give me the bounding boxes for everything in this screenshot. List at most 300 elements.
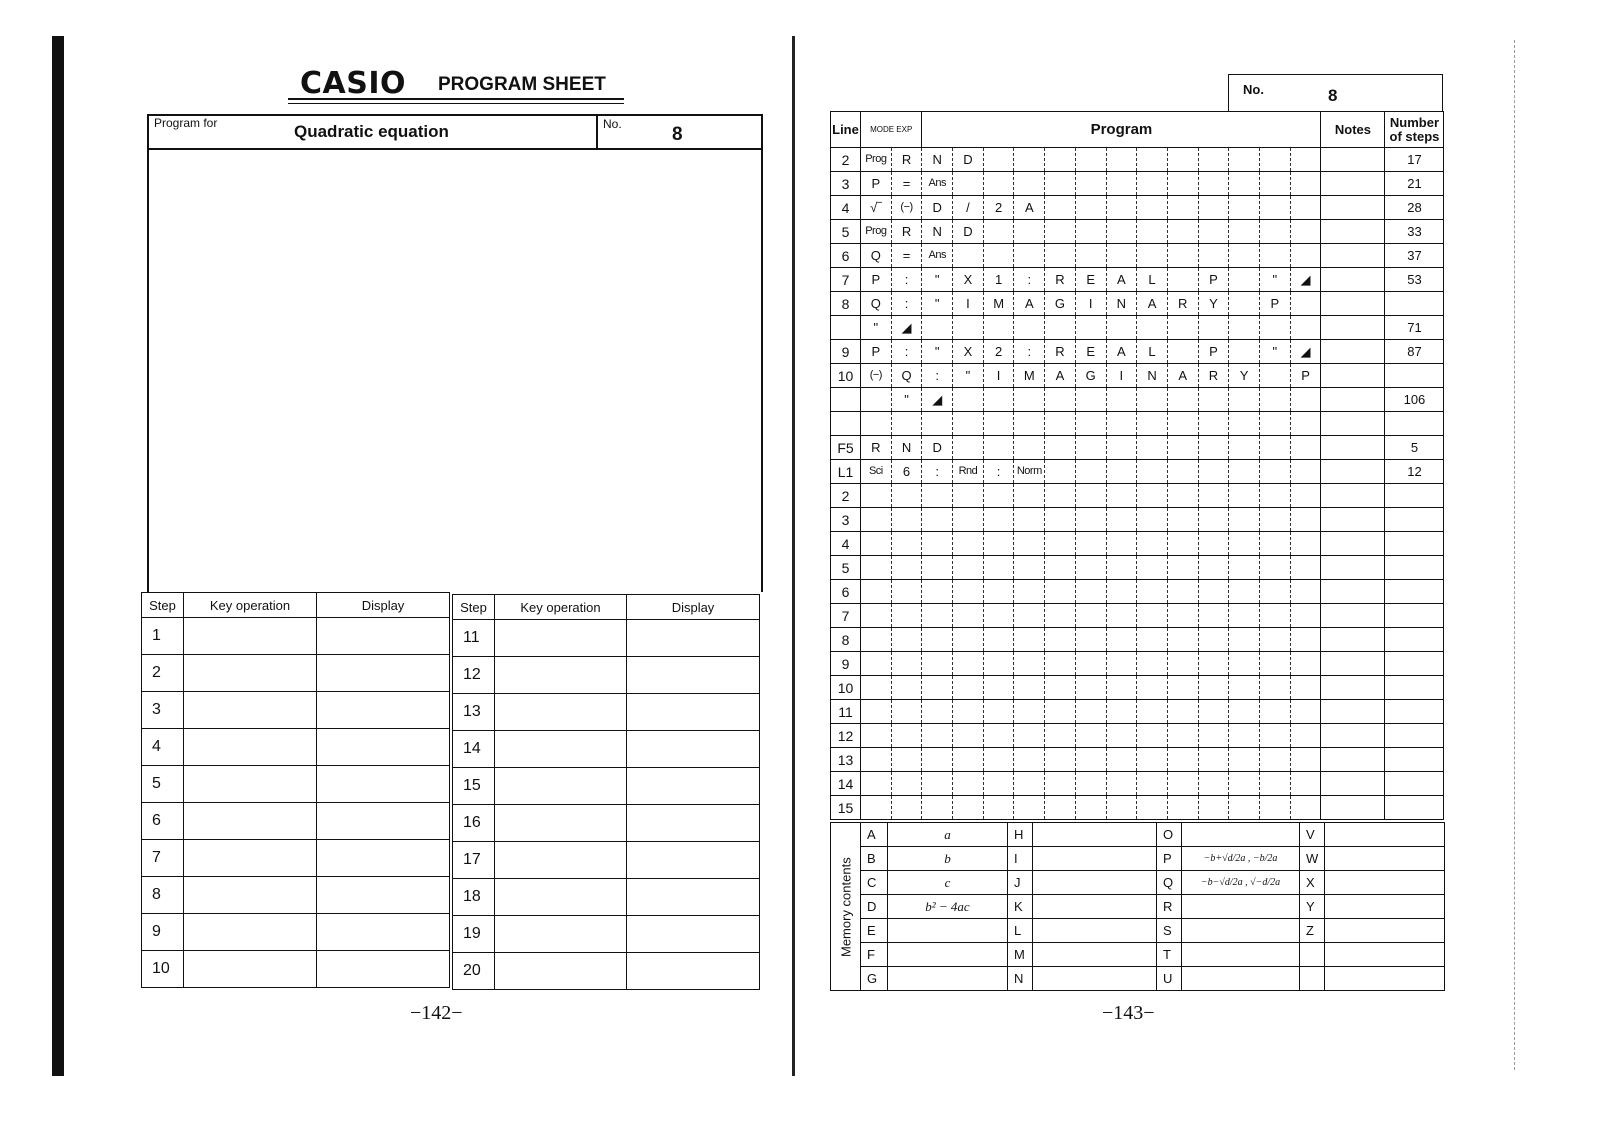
- program-cell[interactable]: [1075, 220, 1106, 244]
- program-cell[interactable]: [1014, 580, 1045, 604]
- key-operation-cell[interactable]: [184, 840, 317, 877]
- program-cell[interactable]: [1198, 172, 1229, 196]
- program-cell[interactable]: :: [1014, 268, 1045, 292]
- program-cell[interactable]: [1259, 388, 1290, 412]
- program-cell[interactable]: D: [953, 220, 984, 244]
- program-cell[interactable]: [1137, 580, 1168, 604]
- program-cell[interactable]: [1229, 604, 1260, 628]
- program-cell[interactable]: A: [1045, 364, 1076, 388]
- program-cell[interactable]: L: [1137, 340, 1168, 364]
- program-cell[interactable]: [1259, 628, 1290, 652]
- program-cell[interactable]: [1198, 796, 1229, 820]
- key-operation-cell[interactable]: [184, 877, 317, 914]
- program-cell[interactable]: [1106, 388, 1137, 412]
- program-cell[interactable]: =: [891, 172, 922, 196]
- program-cell[interactable]: [1106, 172, 1137, 196]
- program-cell[interactable]: [1167, 652, 1198, 676]
- program-cell[interactable]: [1045, 652, 1076, 676]
- program-cell[interactable]: [953, 604, 984, 628]
- program-cell[interactable]: [861, 412, 892, 436]
- notes-cell[interactable]: [1321, 196, 1385, 220]
- program-cell[interactable]: [922, 748, 953, 772]
- key-operation-cell[interactable]: [184, 655, 317, 692]
- program-cell[interactable]: [1014, 412, 1045, 436]
- program-cell[interactable]: [861, 676, 892, 700]
- display-cell[interactable]: [317, 766, 450, 803]
- program-cell[interactable]: [1229, 724, 1260, 748]
- program-cell[interactable]: [1290, 244, 1321, 268]
- notes-cell[interactable]: [1321, 796, 1385, 820]
- notes-cell[interactable]: [1321, 436, 1385, 460]
- memory-value[interactable]: −b+√d/2a , −b/2a: [1182, 847, 1300, 871]
- program-cell[interactable]: [1198, 148, 1229, 172]
- program-cell[interactable]: Y: [1198, 292, 1229, 316]
- program-cell[interactable]: [1075, 700, 1106, 724]
- program-cell[interactable]: [891, 556, 922, 580]
- program-cell[interactable]: R: [891, 220, 922, 244]
- notes-cell[interactable]: [1321, 652, 1385, 676]
- notes-cell[interactable]: [1321, 148, 1385, 172]
- program-cell[interactable]: [983, 316, 1014, 340]
- program-cell[interactable]: [1137, 628, 1168, 652]
- program-cell[interactable]: [1167, 436, 1198, 460]
- memory-value[interactable]: [1033, 847, 1157, 871]
- notes-cell[interactable]: [1321, 580, 1385, 604]
- program-cell[interactable]: [1106, 700, 1137, 724]
- program-cell[interactable]: [1106, 532, 1137, 556]
- program-cell[interactable]: [1106, 604, 1137, 628]
- notes-cell[interactable]: [1321, 292, 1385, 316]
- memory-value[interactable]: [888, 967, 1008, 991]
- program-cell[interactable]: [1106, 652, 1137, 676]
- program-cell[interactable]: [1229, 268, 1260, 292]
- program-cell[interactable]: G: [1075, 364, 1106, 388]
- program-cell[interactable]: [1045, 580, 1076, 604]
- program-cell[interactable]: [922, 604, 953, 628]
- program-cell[interactable]: [1229, 772, 1260, 796]
- program-cell[interactable]: [1045, 724, 1076, 748]
- program-cell[interactable]: [1075, 628, 1106, 652]
- program-cell[interactable]: [861, 724, 892, 748]
- program-cell[interactable]: [1198, 676, 1229, 700]
- program-cell[interactable]: [1075, 796, 1106, 820]
- program-cell[interactable]: [1290, 148, 1321, 172]
- program-cell[interactable]: [1106, 748, 1137, 772]
- program-cell[interactable]: [953, 244, 984, 268]
- memory-value[interactable]: [1033, 895, 1157, 919]
- key-operation-cell[interactable]: [184, 729, 317, 766]
- program-cell[interactable]: Prog: [861, 148, 892, 172]
- program-cell[interactable]: (−): [861, 364, 892, 388]
- memory-value[interactable]: −b−√d/2a , √−d/2a: [1182, 871, 1300, 895]
- program-cell[interactable]: [1290, 484, 1321, 508]
- program-cell[interactable]: P: [1198, 340, 1229, 364]
- program-cell[interactable]: [1198, 388, 1229, 412]
- program-cell[interactable]: [1229, 148, 1260, 172]
- program-cell[interactable]: P: [861, 172, 892, 196]
- program-cell[interactable]: [1167, 724, 1198, 748]
- memory-value[interactable]: [1325, 895, 1445, 919]
- display-cell[interactable]: [317, 618, 450, 655]
- notes-cell[interactable]: [1321, 412, 1385, 436]
- program-cell[interactable]: [1198, 412, 1229, 436]
- program-cell[interactable]: 2: [983, 196, 1014, 220]
- memory-value[interactable]: [888, 943, 1008, 967]
- program-cell[interactable]: Prog: [861, 220, 892, 244]
- program-cell[interactable]: [1259, 244, 1290, 268]
- program-cell[interactable]: Rnd: [953, 460, 984, 484]
- program-cell[interactable]: [1137, 244, 1168, 268]
- program-cell[interactable]: :: [891, 340, 922, 364]
- program-cell[interactable]: [1106, 460, 1137, 484]
- program-cell[interactable]: [983, 796, 1014, 820]
- program-cell[interactable]: [953, 748, 984, 772]
- display-cell[interactable]: [317, 914, 450, 951]
- program-cell[interactable]: [922, 724, 953, 748]
- program-cell[interactable]: R: [861, 436, 892, 460]
- program-cell[interactable]: [1075, 412, 1106, 436]
- program-cell[interactable]: [1014, 508, 1045, 532]
- program-cell[interactable]: [1290, 628, 1321, 652]
- program-cell[interactable]: [1075, 556, 1106, 580]
- program-cell[interactable]: P: [861, 268, 892, 292]
- program-cell[interactable]: [1229, 652, 1260, 676]
- memory-value[interactable]: a: [888, 823, 1008, 847]
- program-cell[interactable]: [1045, 436, 1076, 460]
- program-cell[interactable]: [1198, 316, 1229, 340]
- program-cell[interactable]: [1014, 484, 1045, 508]
- notes-cell[interactable]: [1321, 748, 1385, 772]
- program-cell[interactable]: [922, 412, 953, 436]
- program-cell[interactable]: :: [922, 460, 953, 484]
- program-cell[interactable]: [1014, 772, 1045, 796]
- program-cell[interactable]: [1290, 772, 1321, 796]
- program-cell[interactable]: [1075, 676, 1106, 700]
- program-cell[interactable]: [1290, 724, 1321, 748]
- key-operation-cell[interactable]: [495, 953, 627, 990]
- program-cell[interactable]: [1229, 412, 1260, 436]
- program-cell[interactable]: [1167, 628, 1198, 652]
- memory-value[interactable]: [1033, 823, 1157, 847]
- program-cell[interactable]: [1229, 460, 1260, 484]
- program-cell[interactable]: [1167, 556, 1198, 580]
- program-cell[interactable]: :: [891, 292, 922, 316]
- display-cell[interactable]: [627, 879, 760, 916]
- notes-cell[interactable]: [1321, 244, 1385, 268]
- memory-value[interactable]: [1182, 919, 1300, 943]
- display-cell[interactable]: [317, 803, 450, 840]
- program-cell[interactable]: Y: [1229, 364, 1260, 388]
- program-cell[interactable]: [1167, 532, 1198, 556]
- program-cell[interactable]: [1045, 508, 1076, 532]
- program-cell[interactable]: [1259, 508, 1290, 532]
- program-cell[interactable]: [953, 556, 984, 580]
- program-cell[interactable]: [1290, 652, 1321, 676]
- program-cell[interactable]: ": [891, 388, 922, 412]
- program-cell[interactable]: [861, 484, 892, 508]
- program-cell[interactable]: [1290, 220, 1321, 244]
- program-cell[interactable]: [1137, 556, 1168, 580]
- program-cell[interactable]: [1075, 724, 1106, 748]
- memory-value[interactable]: [1033, 919, 1157, 943]
- program-cell[interactable]: [891, 652, 922, 676]
- program-cell[interactable]: [983, 748, 1014, 772]
- program-cell[interactable]: [1167, 604, 1198, 628]
- program-cell[interactable]: [1137, 172, 1168, 196]
- program-cell[interactable]: [1075, 604, 1106, 628]
- program-cell[interactable]: [983, 508, 1014, 532]
- program-cell[interactable]: [1014, 604, 1045, 628]
- program-cell[interactable]: [1045, 556, 1076, 580]
- program-cell[interactable]: [1014, 220, 1045, 244]
- program-cell[interactable]: Sci: [861, 460, 892, 484]
- program-cell[interactable]: N: [1137, 364, 1168, 388]
- program-cell[interactable]: [1137, 676, 1168, 700]
- program-cell[interactable]: [1290, 316, 1321, 340]
- program-cell[interactable]: [1106, 412, 1137, 436]
- program-cell[interactable]: [1198, 556, 1229, 580]
- program-cell[interactable]: [1106, 676, 1137, 700]
- key-operation-cell[interactable]: [184, 803, 317, 840]
- program-cell[interactable]: [1014, 796, 1045, 820]
- program-cell[interactable]: [1167, 316, 1198, 340]
- program-cell[interactable]: [1106, 484, 1137, 508]
- program-cell[interactable]: X: [953, 340, 984, 364]
- program-cell[interactable]: [1167, 748, 1198, 772]
- memory-value[interactable]: [1033, 871, 1157, 895]
- display-cell[interactable]: [627, 768, 760, 805]
- program-cell[interactable]: [1229, 172, 1260, 196]
- program-cell[interactable]: [1259, 220, 1290, 244]
- program-cell[interactable]: [1167, 508, 1198, 532]
- display-cell[interactable]: [627, 842, 760, 879]
- program-cell[interactable]: [1137, 412, 1168, 436]
- program-cell[interactable]: [953, 652, 984, 676]
- program-cell[interactable]: [1259, 676, 1290, 700]
- display-cell[interactable]: [627, 805, 760, 842]
- program-cell[interactable]: [1106, 316, 1137, 340]
- program-cell[interactable]: [1167, 580, 1198, 604]
- display-cell[interactable]: [317, 655, 450, 692]
- program-cell[interactable]: [1290, 748, 1321, 772]
- program-cell[interactable]: I: [1075, 292, 1106, 316]
- program-cell[interactable]: [922, 676, 953, 700]
- notes-cell[interactable]: [1321, 340, 1385, 364]
- program-cell[interactable]: [1259, 580, 1290, 604]
- program-cell[interactable]: [1045, 772, 1076, 796]
- program-cell[interactable]: 1: [983, 268, 1014, 292]
- program-cell[interactable]: [1198, 604, 1229, 628]
- program-cell[interactable]: [1045, 676, 1076, 700]
- program-cell[interactable]: L: [1137, 268, 1168, 292]
- program-cell[interactable]: [1167, 484, 1198, 508]
- program-cell[interactable]: [1137, 532, 1168, 556]
- program-cell[interactable]: [1259, 796, 1290, 820]
- display-cell[interactable]: [317, 951, 450, 988]
- program-cell[interactable]: E: [1075, 268, 1106, 292]
- program-cell[interactable]: [891, 748, 922, 772]
- program-cell[interactable]: [1198, 244, 1229, 268]
- program-cell[interactable]: [1259, 148, 1290, 172]
- program-cell[interactable]: [1198, 748, 1229, 772]
- program-cell[interactable]: Ans: [922, 172, 953, 196]
- program-cell[interactable]: ": [953, 364, 984, 388]
- program-cell[interactable]: I: [953, 292, 984, 316]
- program-cell[interactable]: [1106, 244, 1137, 268]
- program-cell[interactable]: [922, 556, 953, 580]
- program-cell[interactable]: ": [922, 268, 953, 292]
- program-cell[interactable]: [953, 796, 984, 820]
- memory-value[interactable]: [1325, 967, 1445, 991]
- program-cell[interactable]: [1014, 172, 1045, 196]
- program-cell[interactable]: [1106, 508, 1137, 532]
- program-cell[interactable]: [1229, 748, 1260, 772]
- program-cell[interactable]: [1229, 340, 1260, 364]
- program-cell[interactable]: [861, 772, 892, 796]
- program-cell[interactable]: Q: [861, 244, 892, 268]
- program-cell[interactable]: [1014, 244, 1045, 268]
- program-cell[interactable]: [1137, 148, 1168, 172]
- program-cell[interactable]: ": [861, 316, 892, 340]
- program-cell[interactable]: [861, 604, 892, 628]
- memory-value[interactable]: [1182, 967, 1300, 991]
- program-cell[interactable]: [953, 676, 984, 700]
- program-cell[interactable]: [861, 628, 892, 652]
- program-cell[interactable]: [1229, 676, 1260, 700]
- program-cell[interactable]: D: [953, 148, 984, 172]
- program-cell[interactable]: [1014, 748, 1045, 772]
- program-cell[interactable]: [953, 508, 984, 532]
- program-cell[interactable]: [983, 724, 1014, 748]
- program-cell[interactable]: [1014, 676, 1045, 700]
- program-cell[interactable]: [1290, 532, 1321, 556]
- program-cell[interactable]: [1290, 388, 1321, 412]
- program-cell[interactable]: [1137, 388, 1168, 412]
- program-cell[interactable]: [1198, 700, 1229, 724]
- memory-value[interactable]: [1182, 823, 1300, 847]
- program-cell[interactable]: [1229, 220, 1260, 244]
- program-cell[interactable]: [1137, 652, 1168, 676]
- program-cell[interactable]: [1259, 196, 1290, 220]
- program-cell[interactable]: [1229, 508, 1260, 532]
- notes-cell[interactable]: [1321, 604, 1385, 628]
- program-cell[interactable]: [983, 436, 1014, 460]
- program-cell[interactable]: [1229, 316, 1260, 340]
- program-cell[interactable]: [953, 484, 984, 508]
- program-cell[interactable]: G: [1045, 292, 1076, 316]
- program-cell[interactable]: [953, 700, 984, 724]
- program-cell[interactable]: [1014, 628, 1045, 652]
- program-cell[interactable]: [1137, 772, 1168, 796]
- program-cell[interactable]: [1198, 532, 1229, 556]
- notes-cell[interactable]: [1321, 364, 1385, 388]
- notes-cell[interactable]: [1321, 532, 1385, 556]
- program-cell[interactable]: [1137, 484, 1168, 508]
- program-cell[interactable]: N: [1106, 292, 1137, 316]
- program-cell[interactable]: :: [1014, 340, 1045, 364]
- memory-value[interactable]: [1182, 943, 1300, 967]
- program-cell[interactable]: [1137, 796, 1168, 820]
- program-cell[interactable]: [1014, 388, 1045, 412]
- program-cell[interactable]: [922, 484, 953, 508]
- program-cell[interactable]: [922, 532, 953, 556]
- program-cell[interactable]: [983, 484, 1014, 508]
- program-cell[interactable]: [1045, 196, 1076, 220]
- program-cell[interactable]: /: [953, 196, 984, 220]
- program-cell[interactable]: D: [922, 196, 953, 220]
- program-cell[interactable]: [922, 580, 953, 604]
- program-cell[interactable]: D: [922, 436, 953, 460]
- program-cell[interactable]: [983, 652, 1014, 676]
- program-cell[interactable]: [1198, 436, 1229, 460]
- program-cell[interactable]: [861, 388, 892, 412]
- program-cell[interactable]: N: [922, 220, 953, 244]
- program-cell[interactable]: [1106, 436, 1137, 460]
- program-cell[interactable]: [922, 772, 953, 796]
- program-cell[interactable]: P: [1290, 364, 1321, 388]
- program-cell[interactable]: :: [891, 268, 922, 292]
- program-cell[interactable]: [953, 412, 984, 436]
- program-cell[interactable]: [953, 388, 984, 412]
- program-cell[interactable]: [1045, 412, 1076, 436]
- program-cell[interactable]: [1137, 748, 1168, 772]
- program-cell[interactable]: [953, 436, 984, 460]
- program-cell[interactable]: [1137, 700, 1168, 724]
- program-cell[interactable]: [1075, 508, 1106, 532]
- program-cell[interactable]: [1045, 700, 1076, 724]
- memory-value[interactable]: b² − 4ac: [888, 895, 1008, 919]
- notes-cell[interactable]: [1321, 508, 1385, 532]
- program-cell[interactable]: R: [1167, 292, 1198, 316]
- memory-value[interactable]: [888, 919, 1008, 943]
- program-cell[interactable]: E: [1075, 340, 1106, 364]
- program-cell[interactable]: [1167, 772, 1198, 796]
- notes-cell[interactable]: [1321, 724, 1385, 748]
- notes-cell[interactable]: [1321, 268, 1385, 292]
- program-cell[interactable]: [891, 532, 922, 556]
- program-cell[interactable]: [1106, 556, 1137, 580]
- program-cell[interactable]: [1045, 316, 1076, 340]
- program-cell[interactable]: [983, 628, 1014, 652]
- program-cell[interactable]: [1259, 700, 1290, 724]
- program-cell[interactable]: A: [1137, 292, 1168, 316]
- display-cell[interactable]: [317, 877, 450, 914]
- program-cell[interactable]: [1106, 148, 1137, 172]
- program-cell[interactable]: [953, 316, 984, 340]
- key-operation-cell[interactable]: [495, 842, 627, 879]
- display-cell[interactable]: [627, 620, 760, 657]
- program-cell[interactable]: ": [1259, 268, 1290, 292]
- program-cell[interactable]: [1198, 772, 1229, 796]
- program-cell[interactable]: [983, 580, 1014, 604]
- program-cell[interactable]: I: [983, 364, 1014, 388]
- notes-cell[interactable]: [1321, 628, 1385, 652]
- program-cell[interactable]: [1137, 460, 1168, 484]
- program-cell[interactable]: [1167, 172, 1198, 196]
- program-cell[interactable]: [1198, 628, 1229, 652]
- program-cell[interactable]: [1045, 244, 1076, 268]
- program-cell[interactable]: [1167, 796, 1198, 820]
- program-cell[interactable]: [1198, 196, 1229, 220]
- program-cell[interactable]: [922, 628, 953, 652]
- program-cell[interactable]: [983, 532, 1014, 556]
- program-cell[interactable]: [1259, 652, 1290, 676]
- key-operation-cell[interactable]: [495, 620, 627, 657]
- program-cell[interactable]: [1014, 724, 1045, 748]
- program-cell[interactable]: [922, 508, 953, 532]
- program-cell[interactable]: A: [1014, 292, 1045, 316]
- key-operation-cell[interactable]: [495, 916, 627, 953]
